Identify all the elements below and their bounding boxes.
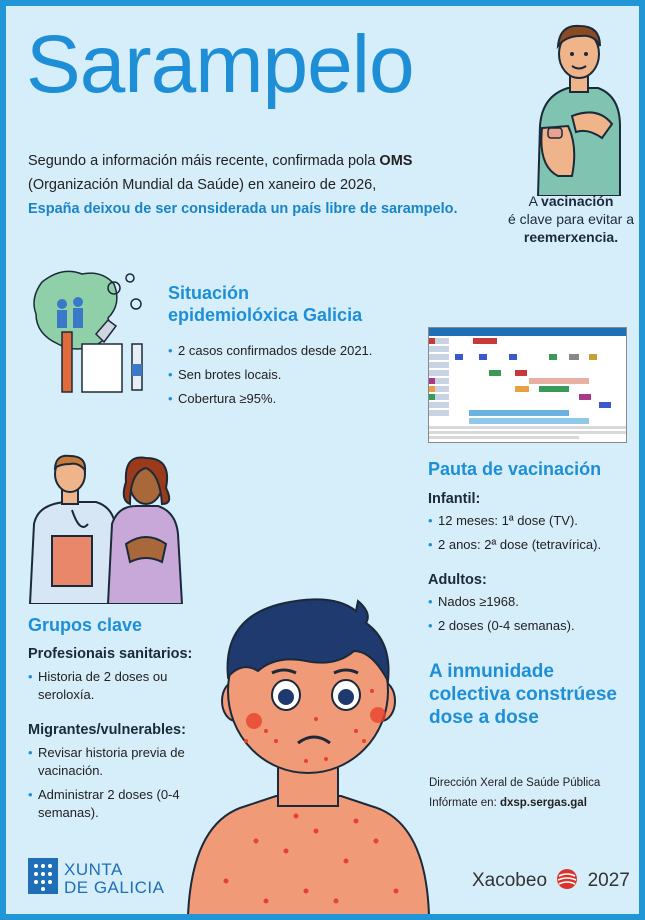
list-item: • Revisar historia previa de vacinación.	[28, 744, 213, 780]
xacobeo-text: Xacobeo	[472, 870, 548, 891]
footer-info	[429, 773, 600, 813]
situacion-list	[168, 342, 418, 414]
grupos-prof-list	[28, 668, 198, 710]
list-item: • Sen brotes locais.	[168, 366, 418, 384]
grupos-prof-label: Profesionais sanitarios:	[28, 646, 193, 662]
list-item: • Administrar 2 doses (0-4 semanas).	[28, 786, 213, 822]
list-item: • 12 meses: 1ª dose (TV).	[428, 512, 638, 530]
intro-line2: (Organización Mundial da Saúde) en xaneiro de 2026,	[28, 177, 377, 193]
list-item: • 2 anos: 2ª dose (tetravírica).	[428, 536, 638, 554]
vaccination-caption	[506, 192, 636, 246]
vaccinated-man-illustration	[528, 16, 628, 196]
caption-vacinacion: vacinación	[541, 193, 614, 209]
intro-line1: Segundo a información máis recente, confirmada pola	[28, 153, 380, 169]
situacion-heading-l1: Situación	[168, 283, 250, 303]
list-item: • 2 doses (0-4 semanas).	[428, 617, 638, 635]
direccion-text: Dirección Xeral de Saúde Pública	[429, 777, 601, 789]
list-item: • 2 casos confirmados desde 2021.	[168, 342, 418, 360]
poster-title: Sarampelo	[26, 19, 414, 110]
pauta-adultos-label: Adultos:	[428, 572, 487, 588]
poster	[6, 6, 639, 914]
caption-pre: A	[528, 193, 542, 209]
xacobeo-logo-icon	[556, 868, 578, 890]
pauta-adultos-list	[428, 593, 638, 641]
grupos-migr-label: Migrantes/vulnerables:	[28, 722, 186, 738]
info-url[interactable]: dxsp.sergas.gal	[499, 797, 587, 809]
intro-highlight: España deixou de ser considerada un país libre de sarampelo.	[28, 201, 458, 217]
grupos-heading: Grupos clave	[28, 615, 143, 635]
xunta-line2: DE GALICIA	[64, 878, 165, 897]
info-label: Infórmate en:	[429, 797, 500, 809]
list-item: • Historia de 2 doses ou seroloxía.	[28, 668, 198, 704]
situacion-heading-l2: epidemiolóxica Galicia	[168, 305, 363, 325]
intro-oms: OMS	[379, 153, 413, 169]
intro-text	[28, 149, 508, 221]
list-item: • Cobertura ≥95%.	[168, 390, 418, 408]
xacobeo-logo	[472, 868, 630, 892]
slogan: A inmunidade colectiva constrúese dose a dose	[429, 661, 617, 728]
caption-mid: é clave para evitar a	[507, 211, 635, 227]
child-with-measles-illustration	[186, 591, 431, 914]
xunta-logo-icon	[28, 858, 58, 894]
pauta-infantil-label: Infantil:	[428, 491, 481, 507]
xunta-line1: XUNTA	[64, 860, 123, 879]
xunta-logo-text	[64, 861, 164, 897]
pauta-heading: Pauta de vacinación	[428, 459, 602, 479]
situacion-heading	[168, 282, 362, 326]
xacobeo-year: 2027	[587, 870, 630, 891]
health-workers-illustration	[26, 454, 186, 604]
galicia-map-lab-illustration	[22, 264, 162, 404]
list-item: • Nados ≥1968.	[428, 593, 638, 611]
pauta-infantil-list	[428, 512, 638, 560]
caption-reemerxencia: reemerxencia.	[523, 229, 619, 245]
vaccination-calendar-table	[428, 327, 627, 443]
